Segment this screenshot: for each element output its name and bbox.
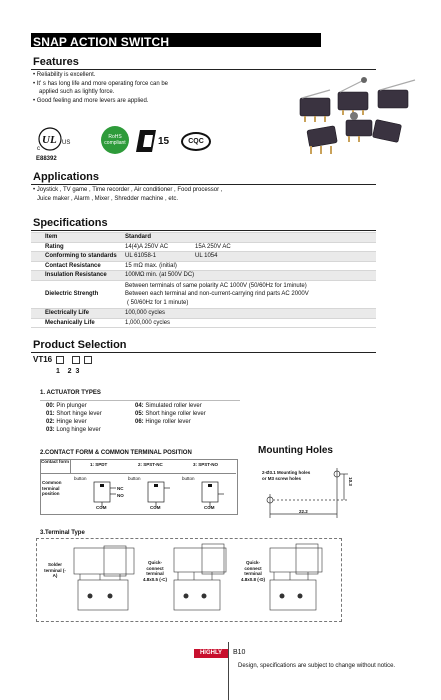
part-code: VT16 bbox=[33, 355, 53, 364]
contact-col-header: 2: SPST-NC bbox=[138, 462, 163, 467]
features-underline bbox=[31, 69, 376, 70]
spec-value-line: Between each terminal and non-current-carrying rind parts AC 2000V bbox=[125, 291, 309, 298]
actuator-item bbox=[135, 418, 206, 426]
spec-label: Mechanically Life bbox=[31, 318, 121, 328]
code-box bbox=[56, 356, 64, 364]
table-row bbox=[31, 261, 376, 271]
terminal-label: Solder terminal (-A) bbox=[44, 562, 66, 578]
mounting-note-line: or M3 screw holes bbox=[262, 476, 302, 481]
spec-value: UL 61058-1 bbox=[121, 252, 191, 262]
actuator-name: Hinge lever bbox=[56, 419, 87, 425]
ul-logo-icon bbox=[36, 127, 76, 151]
spec-label: Electrically Life bbox=[31, 308, 121, 318]
product-selection-heading: Product Selection bbox=[33, 339, 127, 351]
spec-value-line: Between terminals of same polarity AC 1000V (50/60Hz for 1minute) bbox=[125, 282, 307, 289]
actuator-code: 03: bbox=[46, 427, 55, 433]
feature-item: • It' s has long life and more operating force can be bbox=[33, 80, 168, 87]
specifications-underline bbox=[31, 230, 376, 231]
spec-value: 1,000,000 cycles bbox=[121, 318, 376, 328]
table-row bbox=[31, 233, 376, 243]
spec-value: Standard bbox=[121, 233, 376, 243]
actuator-name: Pin plunger bbox=[56, 403, 87, 409]
features-list bbox=[33, 71, 233, 105]
no-label: NO bbox=[117, 493, 124, 498]
spec-label: Item bbox=[31, 233, 121, 243]
actuator-item bbox=[135, 410, 206, 418]
actuator-item bbox=[46, 410, 102, 418]
code-positions: 1 2 3 bbox=[56, 368, 80, 375]
actuator-name: Simulated roller lever bbox=[145, 403, 202, 409]
actuator-item bbox=[46, 418, 102, 426]
contact-button-label: button bbox=[128, 476, 141, 481]
spec-label: Rating bbox=[31, 242, 121, 252]
spec-value: 15 mΩ max. (initial) bbox=[121, 261, 376, 271]
actuator-code: 02: bbox=[46, 419, 55, 425]
applications-list bbox=[33, 186, 363, 203]
table-row bbox=[31, 308, 376, 318]
spec-value-multiline bbox=[121, 280, 376, 308]
spec-label: Contact Resistance bbox=[31, 261, 121, 271]
spec-label: Insulation Resistance bbox=[31, 271, 121, 281]
mounting-holes-heading: Mounting Holes bbox=[258, 445, 333, 456]
terminal-label: Quick-connect terminal 4.8x0.5 (-C) bbox=[142, 560, 167, 582]
specifications-table bbox=[31, 232, 376, 328]
actuator-name: Short hinge roller lever bbox=[145, 411, 206, 417]
actuator-code: 01: bbox=[46, 411, 55, 417]
actuator-name: Short hinge lever bbox=[56, 411, 102, 417]
contact-col-header: 1: SPDT bbox=[90, 462, 108, 467]
ul-file-number: E88392 bbox=[36, 156, 57, 162]
contact-form-heading: 2.CONTACT FORM & COMMON TERMINAL POSITION bbox=[40, 450, 192, 456]
spec-value: 100MΩ min. (at 500V DC) bbox=[121, 271, 376, 281]
page-number: B10 bbox=[233, 649, 246, 656]
rohs-badge: RoHS compliant bbox=[101, 126, 129, 154]
code-box bbox=[72, 356, 80, 364]
contact-form-col0: Contact form bbox=[40, 459, 71, 474]
ul-mark bbox=[36, 127, 76, 162]
mounting-dim-v: 10.3 bbox=[347, 477, 353, 486]
table-row bbox=[31, 271, 376, 281]
feature-item: • Good feeling and more levers are applied. bbox=[33, 97, 149, 104]
mounting-holes-diagram bbox=[262, 460, 362, 522]
table-row bbox=[31, 242, 376, 252]
page-title: SNAP ACTION SWITCH bbox=[33, 35, 170, 49]
actuator-code: 05: bbox=[135, 411, 144, 417]
contact-button-label: button bbox=[74, 476, 87, 481]
nc-label: NC bbox=[117, 486, 124, 491]
cqc-mark: CQC bbox=[181, 132, 211, 151]
terminal-label: Quick-connect terminal 4.8x0.8 (-D) bbox=[240, 560, 265, 582]
footer-divider bbox=[228, 642, 229, 700]
actuator-item bbox=[46, 426, 102, 434]
com-label: COM bbox=[150, 505, 161, 510]
actuator-code: 06: bbox=[135, 419, 144, 425]
specifications-heading: Specifications bbox=[33, 217, 108, 229]
actuator-code: 00: bbox=[46, 403, 55, 409]
application-line: Juice maker , Alarm , Mixer , Shredder machine , etc. bbox=[37, 195, 179, 202]
actuator-list-left bbox=[46, 402, 102, 434]
svg-text:UL: UL bbox=[42, 134, 57, 146]
actuator-list-right bbox=[135, 402, 206, 426]
terminal-drawings bbox=[70, 540, 340, 620]
code-box bbox=[84, 356, 92, 364]
product-selection-underline bbox=[31, 352, 376, 353]
switch-product-photo bbox=[290, 76, 420, 161]
enec-mark-icon bbox=[136, 128, 176, 154]
actuator-name: Long hinge lever bbox=[56, 427, 101, 433]
spec-value-alt: 15A 250V AC bbox=[191, 242, 376, 252]
table-row bbox=[31, 318, 376, 328]
applications-heading: Applications bbox=[33, 171, 100, 183]
spec-value: 14(4)A 250V AC bbox=[121, 242, 191, 252]
actuator-code: 04: bbox=[135, 403, 144, 409]
com-label: COM bbox=[204, 505, 215, 510]
mounting-dim-h: 22.2 bbox=[299, 509, 308, 514]
feature-item: applied such as lightly force. bbox=[39, 89, 115, 95]
table-row bbox=[31, 252, 376, 262]
brand-badge: HIGHLY bbox=[194, 649, 228, 658]
com-label: COM bbox=[96, 505, 107, 510]
contact-button-label: button bbox=[182, 476, 195, 481]
features-heading: Features bbox=[33, 56, 79, 68]
actuator-item bbox=[135, 402, 206, 410]
actuator-item bbox=[46, 402, 102, 410]
spec-value-line: ( 50/60Hz for 1 minute) bbox=[127, 299, 189, 306]
feature-item: • Reliability is excellent. bbox=[33, 72, 96, 78]
header-bar bbox=[31, 33, 321, 47]
footer-note: Design, specifications are subject to change without notice. bbox=[238, 663, 396, 669]
application-line: • Joystick , TV game , Time recorder , Air conditioner , Food processor , bbox=[33, 187, 223, 193]
applications-underline bbox=[31, 184, 376, 185]
actuator-rule bbox=[40, 400, 240, 401]
contact-col-header: 3: SPST-NO bbox=[193, 462, 219, 467]
spec-label: Conforming to standards bbox=[31, 252, 121, 262]
actuator-name: Hinge roller lever bbox=[145, 419, 191, 425]
contact-row-label: Common terminal position bbox=[42, 480, 62, 496]
spec-value-alt: UL 1054 bbox=[191, 252, 376, 262]
spec-label: Dielectric Strength bbox=[31, 280, 121, 308]
svg-text:c: c bbox=[37, 146, 40, 151]
enec-number: 15 bbox=[158, 136, 170, 147]
table-row bbox=[31, 280, 376, 308]
ul-us-label: US bbox=[62, 140, 71, 146]
actuator-heading: 1. ACTUATOR TYPES bbox=[40, 390, 101, 396]
mounting-note-line: 2-Ø3.1 Mounting holes bbox=[262, 470, 311, 475]
spec-value: 100,000 cycles bbox=[121, 308, 376, 318]
terminal-type-heading: 3.Terminal Type bbox=[40, 530, 85, 536]
